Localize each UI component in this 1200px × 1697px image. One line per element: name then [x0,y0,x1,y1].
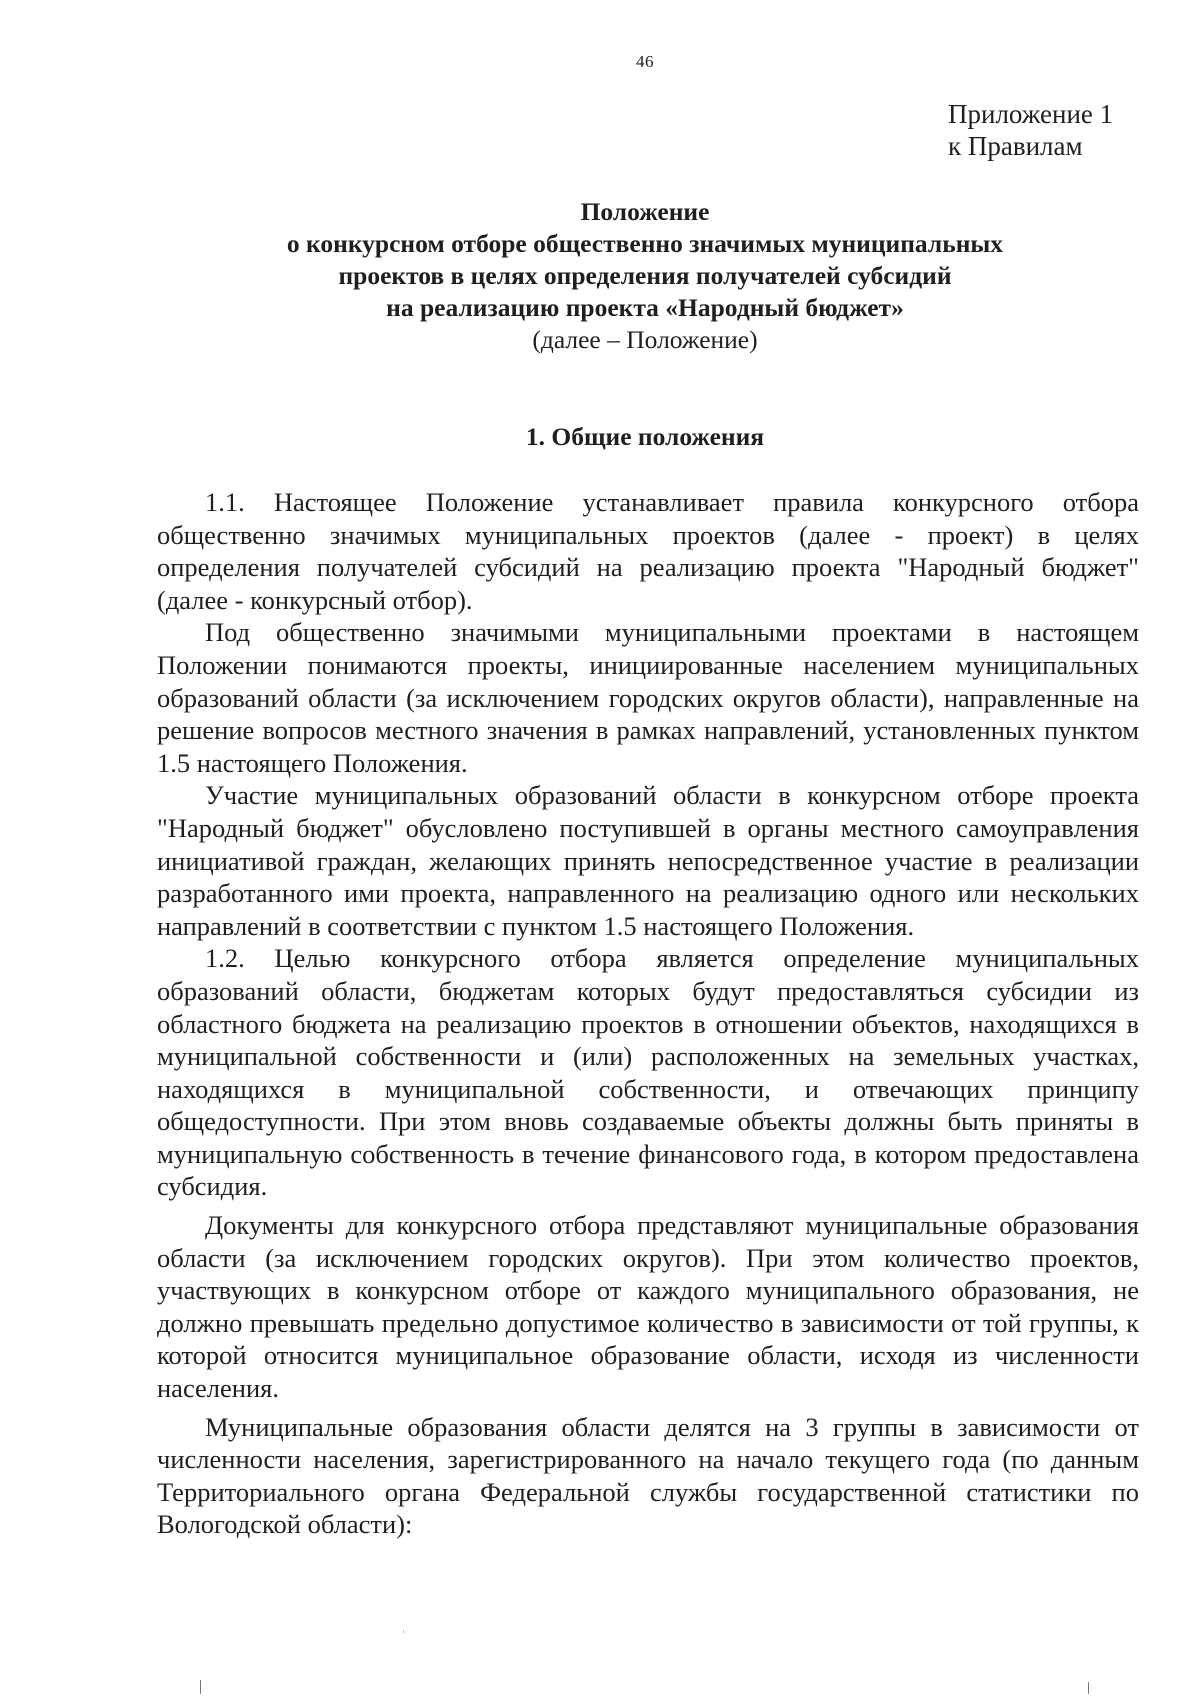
paragraph-3: Участие муниципальных образований области в конкурсном отборе проекта "Народный бюджет" обусловлено поступившей в органы местного самоуправления инициативой граждан, желающих принять непосредственное участие в реализации разработанного ими проекта, направленного на реализацию одного или нескольких направлений в соответствии с пунктом 1.5 настоящего Положения. [157,780,1139,941]
appendix-line-2: к Правилам [948,131,1083,161]
title-line-1: Положение [580,197,710,226]
scan-artifact [403,1630,404,1633]
page-number: 46 [636,52,654,71]
appendix-reference [948,98,1113,162]
scan-artifact [200,1680,201,1694]
paragraph-5: Документы для конкурсного отбора представляют муниципальные образования области (за исключением городских округов). При этом количество проектов, участвующих в конкурсном отборе от каждого муниципального образования, не должно превышать предельно допустимое количество в зависимости от той группы, к которой относится муниципальное образование области, исходя из численности населения. [157,1210,1139,1404]
title-line-2: о конкурсном отборе общественно значимых муниципальных [286,229,1004,258]
section-heading: 1. Общие положения [525,422,765,451]
paragraph-4: 1.2. Целью конкурсного отбора является определение муниципальных образований области, бюджетам которых будут предоставляться субсидии из областного бюджета на реализацию проектов в отношении объектов, находящихся в муниципальной собственности и (или) расположенных на земельных участках, находящихся в муниципальной собственности, и отвечающих принципу общедоступности. При этом вновь создаваемые объекты должны быть приняты в муниципальную собственность в течение финансового года, в котором предоставлена субсидия. [157,943,1139,1202]
body-text [157,486,1139,1541]
document-title [150,196,1140,356]
title-line-4: на реализацию проекта «Народный бюджет» [386,293,904,322]
paragraph-1: 1.1. Настоящее Положение устанавливает правила конкурсного отбора общественно значимых муниципальных проектов (далее - проект) в целях определения получателей субсидий на реализацию проекта "Народный бюджет" (далее - конкурсный отбор). [157,487,1139,615]
paragraph-2: Под общественно значимыми муниципальными проектами в настоящем Положении понимаются проекты, инициированные населением муниципальных образований области (за исключением городских округов области), направленные на решение вопросов местного значения в рамках направлений, установленных пунктом 1.5 настоящего Положения. [157,617,1139,778]
title-line-5: (далее – Положение) [532,325,758,354]
scan-artifact [1088,1682,1089,1694]
title-line-3: проектов в целях определения получателей субсидий [338,261,952,290]
paragraph-6: Муниципальные образования области делятся на 3 группы в зависимости от численности населения, зарегистрированного на начало текущего года (по данным Территориального органа Федеральной службы государственной статистики по Вологодской области): [157,1411,1139,1540]
appendix-line-1: Приложение 1 [948,99,1114,129]
